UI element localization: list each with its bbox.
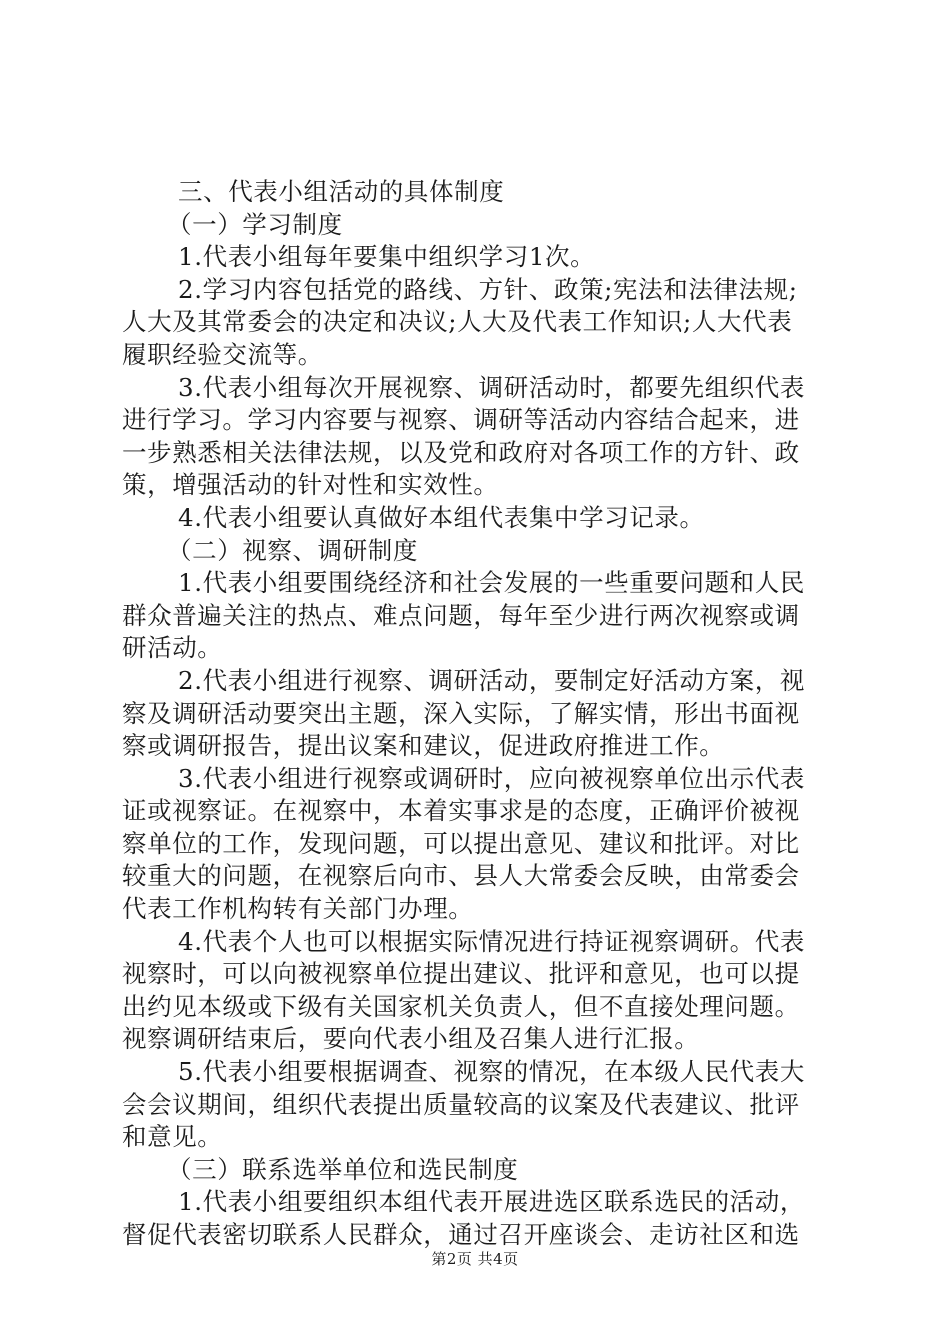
text-line: 2.学习内容包括党的路线、方针、政策;宪法和法律法规; [178,274,798,304]
text-line: 策，增强活动的针对性和实效性。 [122,470,499,500]
text-line: 履职经验交流等。 [122,339,323,369]
text-line: 察及调研活动要突出主题，深入实际，了解实情，形出书面视 [122,698,800,728]
text-line: 4.代表小组要认真做好本组代表集中学习记录。 [178,502,705,532]
text-line: 3.代表小组进行视察或调研时，应向被视察单位出示代表 [178,763,805,793]
text-line: 会会议期间，组织代表提出质量较高的议案及代表建议、批评 [122,1089,800,1119]
text-line: 1.代表小组要围绕经济和社会发展的一些重要问题和人民 [178,568,805,598]
text-line: 证或视察证。在视察中，本着实事求是的态度，正确评价被视 [122,796,800,826]
text-line: 4.代表个人也可以根据实际情况进行持证视察调研。代表 [178,926,805,956]
text-line: 出约见本级或下级有关国家机关负责人，但不直接处理问题。 [122,991,800,1021]
text-line: 3.代表小组每次开展视察、调研活动时，都要先组织代表 [178,372,805,402]
text-line: 2.代表小组进行视察、调研活动，要制定好活动方案，视 [178,665,805,695]
text-line: 进行学习。学习内容要与视察、调研等活动内容结合起来，进 [122,405,800,435]
text-line: 视察时，可以向被视察单位提出建议、批评和意见，也可以提 [122,959,800,989]
section-heading: （三）联系选举单位和选民制度 [167,1154,519,1184]
text-line: 督促代表密切联系人民群众，通过召开座谈会、走访社区和选 [122,1220,800,1249]
text-line: 研活动。 [122,633,223,663]
text-line: 1.代表小组每年要集中组织学习1次。 [178,242,596,272]
page-footer: 第2页 共4页 [431,1250,519,1268]
document-body [122,176,832,1252]
section-heading: （二）视察、调研制度 [167,535,418,565]
text-line: 较重大的问题，在视察后向市、县人大常委会反映，由常委会 [122,861,800,891]
text-line: 群众普遍关注的热点、难点问题，每年至少进行两次视察或调 [122,600,800,630]
text-line: 三、代表小组活动的具体制度 [178,177,505,206]
text-line: 人大及其常委会的决定和决议;人大及代表工作知识;人大代表 [122,307,793,337]
text-line: 察或调研报告，提出议案和建议，促进政府推进工作。 [122,731,725,761]
text-line: 察单位的工作，发现问题，可以提出意见、建议和批评。对比 [122,828,800,858]
text-line: 1.代表小组要组织本组代表开展进选区联系选民的活动， [178,1187,805,1217]
text-line: 和意见。 [122,1122,223,1152]
text-line: 视察调研结束后，要向代表小组及召集人进行汇报。 [122,1024,700,1054]
text-line: 一步熟悉相关法律法规，以及党和政府对各项工作的方针、政 [122,437,800,467]
text-line: 代表工作机构转有关部门办理。 [122,894,474,924]
text-line: 5.代表小组要根据调查、视察的情况，在本级人民代表大 [178,1057,805,1087]
section-heading: （一）学习制度 [167,209,343,239]
